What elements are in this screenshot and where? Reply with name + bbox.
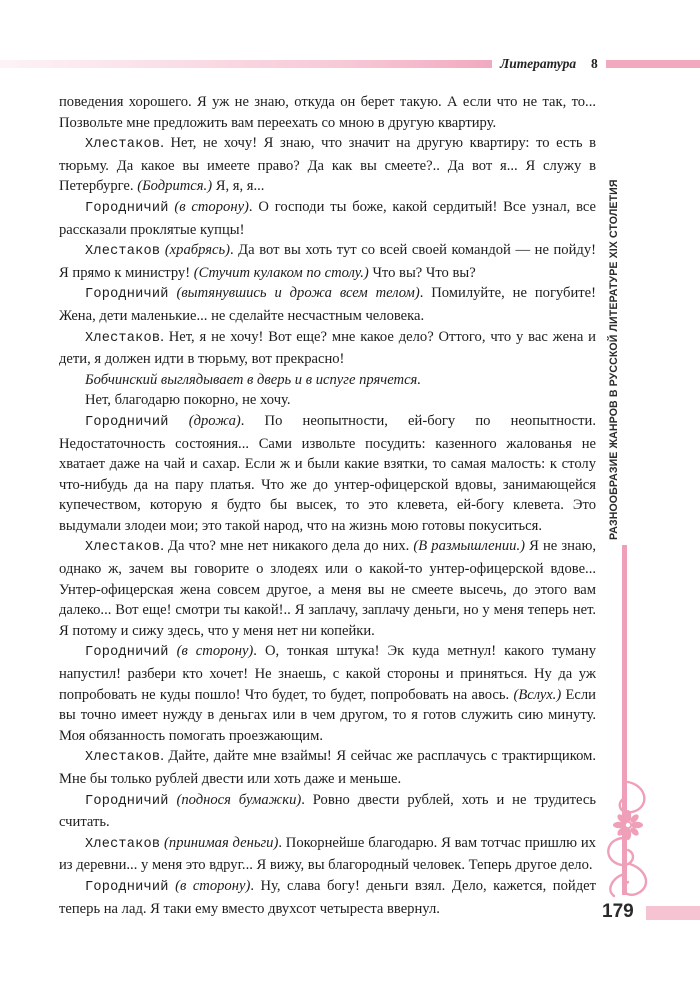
footer-decor-bar	[646, 906, 700, 920]
paragraph	[59, 641, 596, 746]
header-grade-number: 8	[591, 56, 598, 71]
text-run: .	[160, 135, 171, 152]
stage-direction: (Вслух.)	[513, 686, 562, 703]
header-decor-bar	[0, 60, 492, 68]
header-decor-bar-right	[606, 60, 700, 68]
stage-direction: (вытянувшись и дрожа всем телом)	[176, 285, 420, 302]
speaker-name: Хлестаков	[85, 137, 161, 153]
text-run: . Помилуйте, не погубите! Жена, дети маленькие... не сделайте несчастным человека.	[59, 285, 596, 324]
stage-direction: (поднося бумажки)	[176, 791, 302, 808]
text-run: Что вы? Что вы?	[368, 264, 476, 281]
paragraph	[59, 92, 596, 133]
paragraph	[59, 240, 596, 283]
text-run: Нет, благодарю покорно, не хочу.	[85, 392, 291, 409]
stage-direction: (в сторону)	[175, 877, 251, 894]
speaker-name: Хлестаков	[85, 836, 161, 852]
page-number: 179	[602, 901, 634, 922]
paragraph	[59, 197, 596, 240]
speaker-name: Городничий	[85, 414, 169, 430]
speaker-name: Городничий	[85, 879, 169, 895]
stage-direction: (В размышлении.)	[413, 538, 525, 555]
stage-direction: (дрожа)	[188, 412, 241, 429]
speaker-name: Городничий	[85, 287, 169, 303]
paragraph	[59, 370, 596, 391]
stage-direction: (принимая деньги)	[164, 834, 279, 851]
text-run: Я не знаю, однако ж, зачем вы говорите о злодеях или о какой-то унтер-офицерской вдове... Унтер-офицерская жена совсем другое, а меня вы не смеете высечь, до этого вам далеко... Вот еще! смотри ты какой!.. Я заплачу, заплачу деньги, но у меня теперь нет. Я потому и сижу здесь, что у меня нет ни копейки.	[59, 538, 597, 639]
speaker-name: Хлестаков	[85, 540, 161, 556]
floral-ornament-icon	[598, 778, 658, 898]
paragraph	[59, 876, 596, 919]
stage-direction: (Стучит кулаком по столу.)	[193, 264, 369, 281]
speaker-name: Хлестаков	[85, 244, 161, 260]
stage-direction: (в сторону)	[174, 198, 249, 215]
paragraph	[59, 536, 596, 641]
text-run: . Нет, я не хочу! Вот еще? мне какое дело? Оттого, что у вас жена и дети, я должен идти в тюрьму, вот прекрасно!	[59, 328, 596, 368]
paragraph	[59, 790, 596, 833]
paragraph	[59, 390, 596, 411]
speaker-name: Хлестаков	[85, 750, 161, 766]
text-run: Нет, не хочу! Я знаю, что значит на другую квартиру: то есть в тюрьму. Да какое вы имеете право? Да как вы смеете?.. Да вот я... Я служу в Петербурге.	[59, 135, 597, 195]
stage-direction: (храбрясь)	[164, 242, 230, 259]
text-run: Если вы точно имеет нужду в деньгах или в чем другом, то я готов служить сию минуту. Моя обязанность помогать проезжающим.	[59, 686, 596, 744]
text-run: . О господи ты боже, какой сердитый! Все узнал, все рассказали проклятые купцы!	[59, 198, 597, 238]
text-run	[169, 413, 189, 429]
text-run: . Ровно двести рублей, хоть и не трудитесь считать.	[59, 791, 596, 831]
speaker-name: Городничий	[85, 793, 169, 809]
text-run	[169, 643, 177, 659]
text-run: Я, я, я...	[212, 178, 265, 195]
speaker-name: Городничий	[85, 645, 169, 661]
paragraph	[59, 411, 596, 537]
stage-direction: (в сторону)	[176, 643, 254, 660]
text-run: . По неопытности, ей-богу по неопытности. Недостаточность состояния... Сами извольте посудить: казенного жалованья не хватает даже на чай и сахар. Если ж и были какие взятки, то самая малость: к столу что-нибудь да на пару платья. Что же до унтер-офицерской вдовы, занимающейся купечеством, которую я будто бы высек, то это клевета, ей-богу клевета. Это выдумали злодеи мои; это такой народ, что на жизнь мою готовы покуситься.	[59, 412, 596, 534]
text-run: . О, тонкая штука! Эк куда метнул! какого туману напустил! разбери кто хочет! Не знаешь, с какой стороны и приняться. Ну да уж попробовать не куды пошло! Что будет, то будет, попробовать на авось.	[59, 643, 597, 703]
speaker-name: Хлестаков	[85, 330, 161, 346]
text-run: . Дайте, дайте мне взаймы! Я сейчас же расплачусь с трактирщиком. Мне бы только рублей двести или хоть даже и меньше.	[59, 748, 596, 787]
paragraph	[59, 327, 596, 370]
text-run: . Покорнейше благодарю. Я вам тотчас пришлю их из деревни... у меня это вдруг... Я вижу, вы благородный человек. Теперь другое дело.	[59, 834, 596, 874]
paragraph	[59, 833, 596, 876]
running-header	[0, 56, 700, 72]
text-run: . Да вот вы хоть тут со всей своей командой — не пойду! Я прямо к министру!	[59, 242, 596, 281]
header-title: Литература	[500, 56, 577, 71]
text-run: . Да что? мне нет никакого дела до них.	[160, 538, 414, 555]
stage-direction: Бобчинский выглядывает в дверь и в испуге прячется.	[85, 371, 421, 388]
chapter-side-title: РАЗНООБРАЗИЕ ЖАНРОВ В РУССКОЙ ЛИТЕРАТУРЕ XIX СТОЛЕТИЯ	[608, 179, 620, 540]
text-run: поведения хорошего. Я уж не знаю, откуда он берет такую. А если что не так, то... Позвольте мне предложить вам переехать со мною в другую квартиру.	[59, 94, 596, 131]
paragraph	[59, 746, 596, 789]
paragraph	[59, 133, 596, 197]
text-run: . Ну, слава богу! деньги взял. Дело, кажется, пойдет теперь на лад. Я таки ему вместо двухсот четыреста ввернул.	[59, 877, 597, 917]
body-text	[59, 92, 596, 919]
stage-direction: (Бодрится.)	[137, 178, 213, 195]
speaker-name: Городничий	[85, 200, 169, 216]
paragraph	[59, 283, 596, 326]
